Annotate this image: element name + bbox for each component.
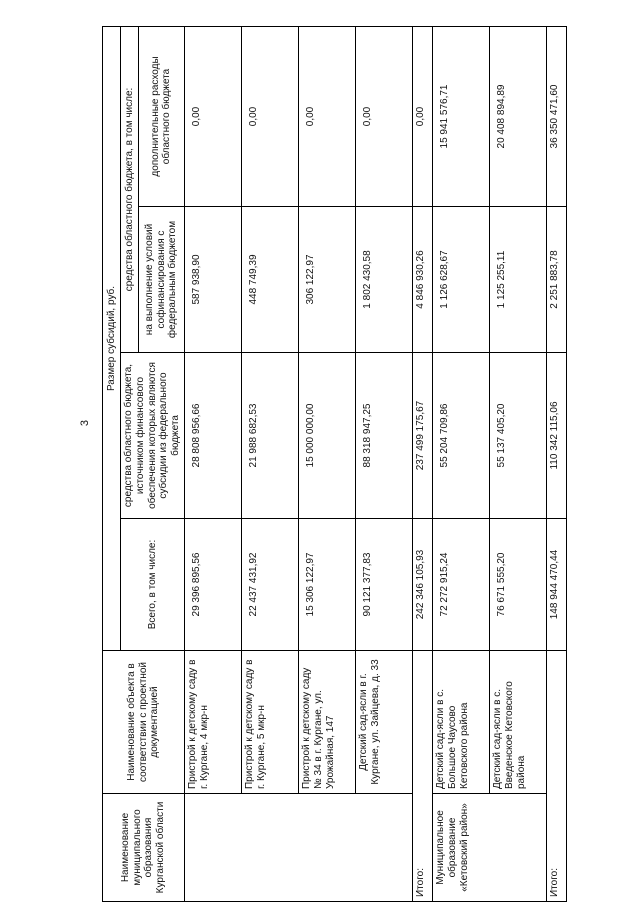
header-regional-group: средства областного бюджета, в том числе: <box>121 26 139 352</box>
additional-cell: 0,00 <box>355 26 412 206</box>
total-cell: 242 346 105,93 <box>412 519 432 651</box>
regional-fed-cell: 55 137 405,20 <box>489 353 546 519</box>
cofinancing-cell: 1 126 628,67 <box>432 207 489 353</box>
total-cell: 148 944 470,44 <box>546 519 566 651</box>
total-row <box>412 26 432 901</box>
total-label: Итого: <box>412 651 432 902</box>
regional-fed-cell: 88 318 947,25 <box>355 353 412 519</box>
object-cell: Пристрой к детскому саду в г. Кургане, 4 мкр-н <box>184 651 241 794</box>
regional-fed-cell: 21 988 682,53 <box>241 353 298 519</box>
total-cell: 15 306 122,97 <box>298 519 355 651</box>
table-row <box>298 26 355 901</box>
table-row <box>432 26 489 901</box>
table-row <box>489 26 546 901</box>
regional-fed-cell: 15 000 000,00 <box>298 353 355 519</box>
total-row <box>546 26 566 901</box>
object-cell: Пристрой к детскому саду № 34 в г. Кургане, ул. Урожайная, 147 <box>298 651 355 794</box>
object-cell: Детский сад-ясли в с. Введенское Кетовского района <box>489 651 546 794</box>
object-cell: Детский сад-ясли в г. Кургане, ул. Зайцева, д. 33 <box>355 651 412 794</box>
table-row <box>184 26 241 901</box>
header-regional-fed: средства областного бюджета, источником финансового обеспечения которых являются субсидии из федерального бюджета <box>121 353 185 519</box>
cofinancing-cell: 4 846 930,26 <box>412 207 432 353</box>
cofinancing-cell: 306 122,97 <box>298 207 355 353</box>
cofinancing-cell: 1 125 255,11 <box>489 207 546 353</box>
regional-fed-cell: 110 342 115,06 <box>546 353 566 519</box>
additional-cell: 0,00 <box>412 26 432 206</box>
total-cell: 72 272 915,24 <box>432 519 489 651</box>
header-row-1 <box>103 26 121 901</box>
header-municipality: Наименование муниципального образования Курганской области <box>103 794 185 902</box>
regional-fed-cell: 237 499 175,67 <box>412 353 432 519</box>
cofinancing-cell: 1 802 430,58 <box>355 207 412 353</box>
total-label: Итого: <box>546 651 566 902</box>
total-cell: 90 121 377,83 <box>355 519 412 651</box>
total-cell: 22 437 431,92 <box>241 519 298 651</box>
total-cell: 76 671 555,20 <box>489 519 546 651</box>
additional-cell: 0,00 <box>241 26 298 206</box>
cofinancing-cell: 2 251 883,78 <box>546 207 566 353</box>
cofinancing-cell: 587 938,90 <box>184 207 241 353</box>
object-cell: Детский сад-ясли в с. Большое Чаусово Кетовского района <box>432 651 489 794</box>
municipality-cell <box>184 794 412 902</box>
page-number: 3 <box>79 419 91 427</box>
additional-cell: 0,00 <box>298 26 355 206</box>
additional-cell: 0,00 <box>184 26 241 206</box>
municipality-cell: Муниципальное образование «Кетовский район» <box>432 794 546 902</box>
table-row <box>241 26 298 901</box>
header-cofinancing: на выполнение условий софинансирования с федеральным бюджетом <box>139 207 185 353</box>
total-cell: 29 396 895,56 <box>184 519 241 651</box>
regional-fed-cell: 28 808 956,66 <box>184 353 241 519</box>
additional-cell: 36 350 471,60 <box>546 26 566 206</box>
subsidy-table <box>102 26 567 902</box>
additional-cell: 20 408 894,89 <box>489 26 546 206</box>
additional-cell: 15 941 576,71 <box>432 26 489 206</box>
table-row <box>355 26 412 901</box>
header-subsidy-size: Размер субсидий, руб. <box>103 26 121 650</box>
header-additional: дополнительные расходы областного бюджета <box>139 26 185 206</box>
header-total: Всего, в том числе: <box>121 519 185 651</box>
header-object: Наименование объекта в соответствии с проектной документацией <box>103 651 185 794</box>
object-cell: Пристрой к детскому саду в г. Кургане, 5 мкр-н <box>241 651 298 794</box>
regional-fed-cell: 55 204 709,86 <box>432 353 489 519</box>
cofinancing-cell: 448 749,39 <box>241 207 298 353</box>
subsidy-table-sheet <box>102 27 560 902</box>
